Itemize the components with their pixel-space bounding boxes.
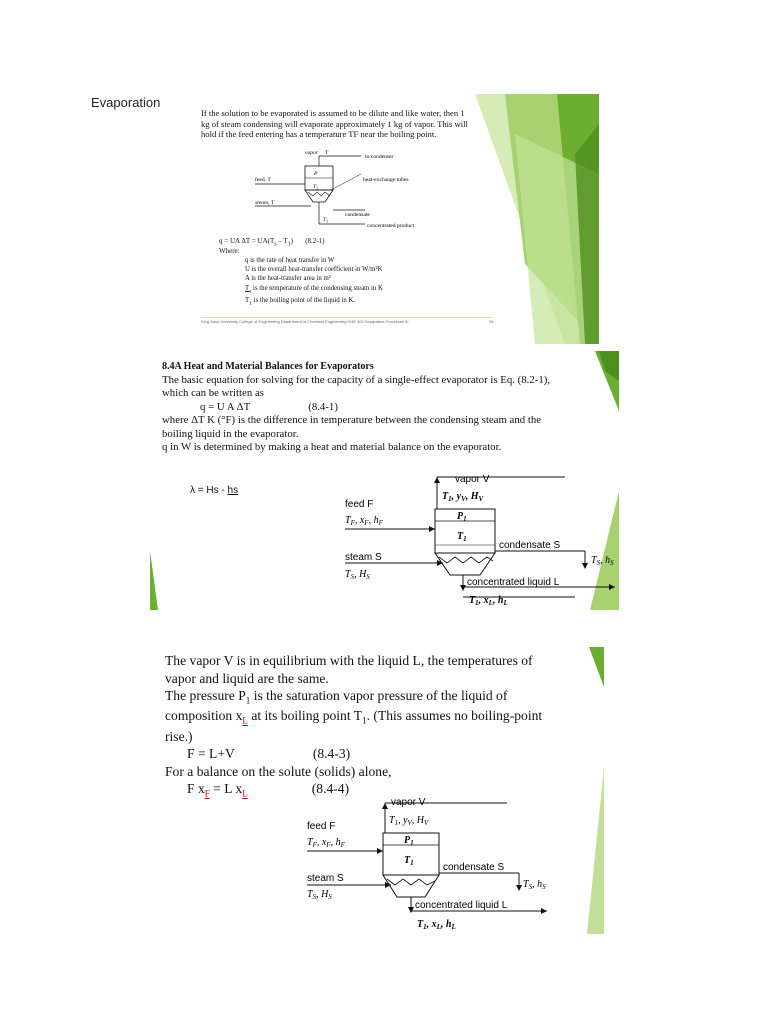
evaporator-diagram <box>345 469 615 607</box>
text-line: q in W is determined by making a heat and material balance on the evaporator. <box>162 441 502 454</box>
svg-text:T1: $T_1$ <box>313 184 319 191</box>
definitions-list <box>245 256 383 308</box>
equilibrium-paragraph <box>165 652 601 801</box>
vapor-v-label: vapor V <box>455 474 490 485</box>
text-line: vapor and liquid are the same. <box>165 670 329 686</box>
svg-text:T1, yV, HV: $T_1$, $y_V$, $H_V$ <box>442 491 484 503</box>
equation-8-4-1: q = U A ΔT (8.4-1) <box>200 400 338 413</box>
text-line: where ΔT K (°F) is the difference in temperature between the condensing steam and the <box>162 414 542 427</box>
text-line: For a balance on the solute (solids) alone, <box>165 763 392 779</box>
footer-rule <box>201 317 493 318</box>
steam-label: steam, T <box>255 200 274 206</box>
steam-s-label: steam S <box>345 552 382 563</box>
p1-label: P <box>314 171 318 177</box>
concentrated-liquid-label: concentrated liquid L <box>415 900 508 911</box>
evaporator-diagram <box>307 795 547 931</box>
def-ts: $T_s$ is the temperature of the condensing steam in K <box>245 284 383 294</box>
steam-s-label: steam S <box>307 873 344 884</box>
equation-8-4-3: F = L+V (8.4-3) <box>187 746 351 762</box>
text-line: which can be written as <box>162 387 264 400</box>
condensate-label: condensate <box>345 212 370 218</box>
section-heading: 8.4A Heat and Material Balances for Evaporators <box>162 361 374 372</box>
condensate-s-label: condensate S <box>499 540 561 551</box>
equation-8-2-1: q = UA $\Delta T = UA(T_s - T_1)$ (8.2-1) <box>219 237 325 248</box>
intro-line: kg of steam condensing will evaporate approximately 1 kg of vapor. This will <box>201 118 468 129</box>
t1-label: T <box>325 150 329 156</box>
balance-paragraph <box>162 374 614 455</box>
small-evaporator-diagram <box>255 150 475 230</box>
text-line: composition $x_L$ at its boiling point $T_1$. (This assumes no boiling-point <box>165 708 543 727</box>
slide-footer: King Saud University College of Engineering Department of Chemical Engineering CHE 402 Separation Processes III <box>201 319 409 324</box>
vapor-v-label: vapor V <box>391 797 426 808</box>
svg-text:P1: $P_1$ <box>457 511 467 523</box>
to-condenser-label: to condenser <box>365 154 394 160</box>
svg-text:T1: $T_1$ <box>404 855 414 867</box>
feed-label: feed, T <box>255 177 271 183</box>
svg-text:TS, HS: $T_S$, $H_S$ <box>307 889 332 901</box>
concentrated-liquid-label: concentrated liquid L <box>467 577 560 588</box>
def-t1: $T_1$ is the boiling point of the liquid in K. <box>245 296 356 306</box>
text-line: The basic equation for solving for the capacity of a single-effect evaporator is Eq. (8.2-1), <box>162 374 551 386</box>
def-a: A is the heat-transfer area in m² <box>245 275 331 283</box>
equation-8-4-4: F $x_F = L$ $x_L$ (8.4-4) <box>187 781 350 800</box>
vapor-label: vapor <box>305 150 319 156</box>
svg-text:TF, xF, hF: $T_F$, $x_F$, $h_F$ <box>345 515 383 527</box>
page-number: 26 <box>489 319 494 324</box>
concentrated-product-label: concentrated product <box>367 223 415 229</box>
intro-line: If the solution to be evaporated is assumed to be dilute and like water, then 1 <box>201 108 465 118</box>
text-line: boiling liquid in the evaporator. <box>162 427 299 440</box>
def-q: q is the rate of heat transfer in W <box>245 257 335 264</box>
svg-text:T1, yV, HV: $T_1$, $y_V$, $H_V$ <box>389 815 429 827</box>
svg-text:P1: $P_1$ <box>404 835 414 847</box>
slide-heat-material-balances <box>150 351 619 610</box>
feed-f-label: feed F <box>307 821 336 832</box>
svg-text:TS, hS: $T_S$, $h_S$ <box>523 879 546 891</box>
where-label: Where: <box>219 247 240 255</box>
lambda-equation: λ = Hs - hs <box>190 485 239 496</box>
svg-text:TF, xF, hF: $T_F$, $x_F$, $h_F$ <box>307 837 345 849</box>
svg-text:T1, xL, hL: $T_1$, $x_L$, $h_L$ <box>469 595 508 607</box>
text-line: The vapor V is in equilibrium with the liquid L, the temperatures of <box>165 653 533 668</box>
feed-f-label: feed F <box>345 499 374 510</box>
svg-text:T1: $T_1$ <box>457 531 467 543</box>
text-line: The pressure $P_1$ is the saturation vapor pressure of the liquid of <box>165 688 508 706</box>
condensate-s-label: condensate S <box>443 862 505 873</box>
slide-evaporation-intro <box>175 94 599 344</box>
slide-equilibrium-balances <box>157 647 604 934</box>
heat-tubes-label: heat-exchange tubes <box>363 177 409 183</box>
def-u: U is the overall heat-transfer coefficient in W/m²K <box>245 266 383 274</box>
text-line: rise.) <box>165 728 193 744</box>
svg-text:TS, hS: $T_S$, $h_S$ <box>591 555 614 567</box>
svg-text:T1, xL, hL: $T_1$, $x_L$, $h_L$ <box>417 919 456 931</box>
intro-paragraph <box>201 108 531 140</box>
intro-line: hold if the feed entering has a temperature TF near the boiling point. <box>201 129 437 140</box>
side-title: Evaporation <box>91 95 161 110</box>
svg-text:TS, HS: $T_S$, $H_S$ <box>345 569 370 581</box>
svg-text:T1: $T_1$ <box>323 217 329 224</box>
